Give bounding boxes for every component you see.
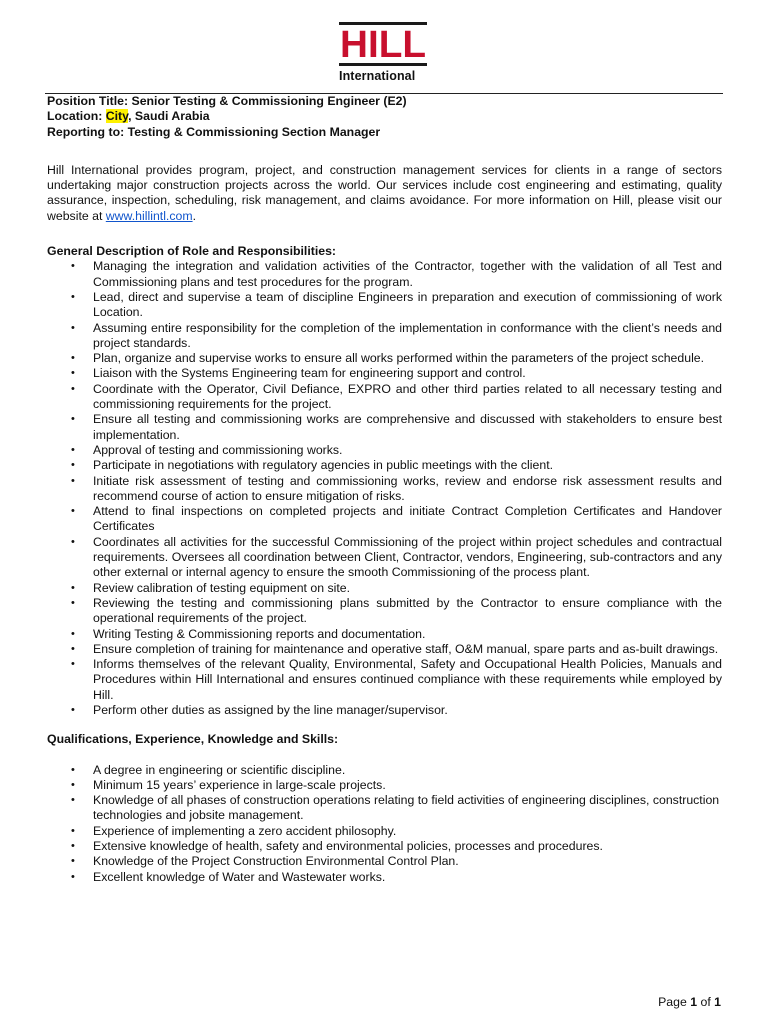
location-rest: , Saudi Arabia: [128, 109, 210, 124]
bullet-icon: •: [71, 658, 75, 671]
document-body: [47, 94, 722, 885]
bullet-icon: •: [71, 535, 75, 548]
bullet-icon: •: [71, 474, 75, 487]
company-intro: [47, 163, 722, 224]
bullet-icon: •: [71, 290, 75, 303]
page-label: Page: [658, 995, 691, 1009]
location-line: [47, 109, 722, 124]
website-link[interactable]: www.hillintl.com: [105, 208, 193, 223]
bullet-icon: •: [71, 794, 75, 807]
page-total: 1: [714, 995, 721, 1009]
responsibility-item: [47, 703, 722, 718]
intro-after-link: .: [192, 208, 196, 223]
bullet-icon: •: [71, 367, 75, 380]
logo-bottom-rule: [339, 63, 427, 66]
responsibility-item-text: Ensure all testing and commissioning works are comprehensive and discussed with stakeholders to ensure best implementation.: [93, 412, 722, 442]
bullet-icon: •: [71, 382, 75, 395]
responsibility-item: [47, 443, 722, 458]
responsibility-item-text: Plan, organize and supervise works to ensure all works performed within the parameters of the project schedule.: [93, 351, 705, 366]
responsibility-item: [47, 627, 722, 642]
responsibility-item: [47, 259, 722, 290]
page-current: 1: [690, 995, 698, 1009]
logo-wordmark: HILL: [340, 28, 426, 60]
bullet-icon: •: [71, 260, 75, 273]
qualification-item-text: Knowledge of all phases of construction operations relating to field activities of engineering disciplines, construction technologies and jobsite management.: [93, 793, 720, 823]
hill-logo-mark: [339, 28, 427, 60]
responsibility-item: [47, 535, 722, 581]
bullet-icon: •: [71, 443, 75, 456]
qualifications-heading: Qualifications, Experience, Knowledge and Skills:: [47, 732, 339, 747]
intro-text: Hill International provides program, project, and construction management services for clients in a range of sectors undertaking major construction projects across the world. Our services include cost engineering and estimating, quality assurance, inspection, scheduling, risk management, and claims avoidance. For more information on Hill, please visit our website at: [47, 162, 722, 223]
bullet-icon: •: [71, 763, 75, 776]
responsibilities-heading: General Description of Role and Responsibilities:: [47, 244, 337, 259]
responsibility-item: [47, 458, 722, 473]
qualification-item: [47, 793, 722, 824]
responsibility-item: [47, 657, 722, 703]
responsibility-item-text: Review calibration of testing equipment on site.: [93, 580, 351, 595]
bullet-icon: •: [71, 596, 75, 609]
qualification-item-text: Extensive knowledge of health, safety and environmental policies, processes and procedures.: [93, 839, 603, 854]
qualification-item-text: Experience of implementing a zero accident philosophy.: [93, 823, 397, 838]
responsibility-item: [47, 290, 722, 321]
responsibility-item-text: Informs themselves of the relevant Quality, Environmental, Safety and Occupational Health Policies, Manuals and Procedures within Hill International and ensures continued compliance with these requirements while employed by Hill.: [93, 657, 722, 702]
bullet-icon: •: [71, 321, 75, 334]
bullet-icon: •: [71, 352, 75, 365]
responsibility-item-text: Approval of testing and commissioning works.: [93, 442, 343, 457]
responsibility-item-text: Perform other duties as assigned by the line manager/supervisor.: [93, 702, 448, 717]
bullet-icon: •: [71, 855, 75, 868]
qualification-item-text: Knowledge of the Project Construction Environmental Control Plan.: [93, 854, 459, 869]
responsibility-item: [47, 366, 722, 381]
qualification-item-text: Minimum 15 years’ experience in large-scale projects.: [93, 777, 386, 792]
qualifications-list: [47, 763, 722, 885]
responsibility-item: [47, 596, 722, 627]
responsibility-item-text: Assuming entire responsibility for the completion of the implementation in conformance with the client’s needs and project standards.: [93, 320, 722, 350]
responsibility-item: [47, 581, 722, 596]
responsibility-item-text: Lead, direct and supervise a team of discipline Engineers in preparation and execution of commissioning of work Location.: [93, 289, 722, 320]
responsibility-item: [47, 412, 722, 443]
bullet-icon: •: [71, 627, 75, 640]
responsibility-item: [47, 504, 722, 535]
responsibility-item-text: Liaison with the Systems Engineering team for engineering support and control.: [93, 366, 526, 381]
qualification-item: [47, 870, 722, 885]
bullet-icon: •: [71, 581, 75, 594]
qualification-item-text: Excellent knowledge of Water and Wastewater works.: [93, 869, 386, 884]
bullet-icon: •: [71, 778, 75, 791]
qualification-item: [47, 839, 722, 854]
qualification-item-text: A degree in engineering or scientific discipline.: [93, 762, 346, 777]
responsibility-item: [47, 351, 722, 366]
responsibility-item-text: Participate in negotiations with regulatory agencies in public meetings with the client.: [93, 458, 554, 473]
responsibility-item-text: Attend to final inspections on completed projects and initiate Contract Completion Certificates and Handover Certificates: [93, 504, 722, 534]
responsibility-item-text: Coordinates all activities for the successful Commissioning of the project within project schedules and contractual requirements. Oversees all coordination between Client, Contractor, vendors, Engineering, sub-contractors and any other external or internal agency to ensure the smooth Commissioning of the process plant.: [93, 534, 722, 580]
bullet-icon: •: [71, 703, 75, 716]
qualification-item: [47, 778, 722, 793]
responsibility-item-text: Initiate risk assessment of testing and commissioning works, review and endorse risk assessment results and recommend course of action to ensure mitigation of risks.: [93, 473, 722, 503]
logo-subtitle: International: [339, 69, 416, 83]
responsibility-item: [47, 382, 722, 413]
bullet-icon: •: [71, 870, 75, 883]
responsibility-item-text: Managing the integration and validation activities of the Contractor, together with the validation of all Test and Commissioning plans and test procedures for the program.: [93, 259, 722, 289]
qualification-item: [47, 854, 722, 869]
location-city-highlight: City: [105, 109, 129, 124]
hill-international-logo: [339, 22, 429, 83]
reporting-to: Reporting to: Testing & Commissioning Section Manager: [47, 124, 381, 139]
bullet-icon: •: [71, 413, 75, 426]
responsibility-item-text: Coordinate with the Operator, Civil Defiance, EXPRO and other third parties related to all necessary testing and commissioning requirements for the project.: [93, 381, 722, 412]
qualification-item: [47, 763, 722, 778]
responsibility-item-text: Reviewing the testing and commissioning plans submitted by the Contractor to ensure compliance with the operational requirements of the project.: [93, 595, 722, 626]
qualification-item: [47, 824, 722, 839]
bullet-icon: •: [71, 840, 75, 853]
bullet-icon: •: [71, 505, 75, 518]
page-number: [658, 995, 721, 1010]
responsibility-item: [47, 321, 722, 352]
position-title: Position Title: Senior Testing & Commissioning Engineer (E2): [47, 94, 407, 108]
page-of: of: [697, 995, 715, 1009]
responsibilities-list: [47, 259, 722, 718]
logo-top-rule: [339, 22, 427, 25]
responsibility-item: [47, 642, 722, 657]
location-prefix: Location:: [47, 109, 106, 124]
bullet-icon: •: [71, 824, 75, 837]
bullet-icon: •: [71, 642, 75, 655]
responsibility-item-text: Ensure completion of training for maintenance and operative staff, O&M manual, spare parts and as-built drawings.: [93, 641, 719, 656]
bullet-icon: •: [71, 459, 75, 472]
responsibility-item: [47, 474, 722, 505]
responsibility-item-text: Writing Testing & Commissioning reports and documentation.: [93, 626, 426, 641]
